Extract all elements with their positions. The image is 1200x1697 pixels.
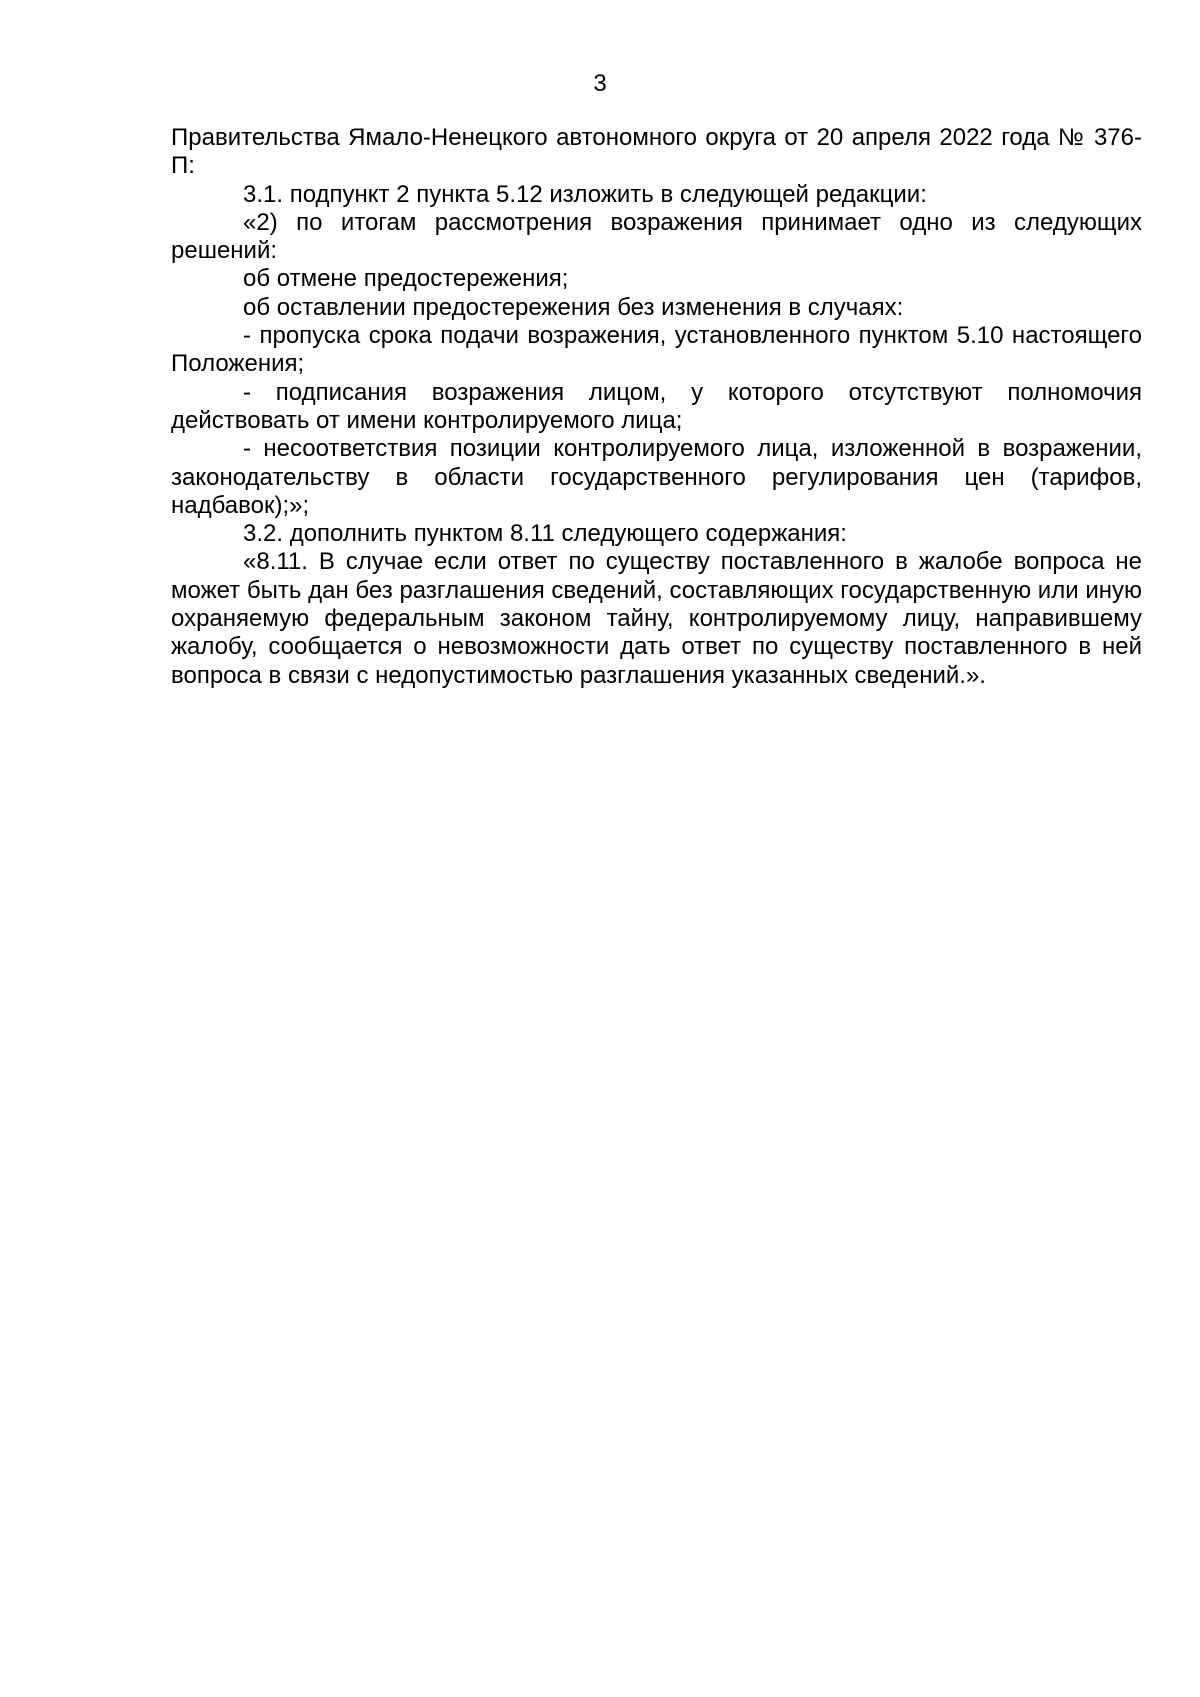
paragraph-missed-deadline: - пропуска срока подачи возражения, установленного пунктом 5.10 настоящего Положения;: [171, 322, 1142, 378]
paragraph-intro: Правительства Ямало-Ненецкого автономного округа от 20 апреля 2022 года № 376-П:: [171, 124, 1142, 180]
page-number: 3: [593, 70, 607, 97]
paragraph-position-mismatch: - несоответствия позиции контролируемого лица, изложенной в возражении, законодательству в области государственного регулирования цен (тарифов, надбавок);»;: [171, 435, 1142, 519]
paragraph-cancel-warning: об отмене предостережения;: [243, 265, 569, 293]
paragraph-3-1: 3.1. подпункт 2 пункта 5.12 изложить в следующей редакции:: [243, 180, 927, 208]
paragraph-subpoint-2: «2) по итогам рассмотрения возражения принимает одно из следующих решений:: [171, 208, 1142, 265]
paragraph-unauthorized-signer: - подписания возражения лицом, у которого отсутствуют полномочия действовать от имени контролируемого лица;: [171, 378, 1142, 434]
document-body: [171, 124, 1142, 690]
paragraph-keep-warning: об оставлении предостережения без изменения в случаях:: [243, 293, 904, 321]
paragraph-8-11: «8.11. В случае если ответ по существу поставленного в жалобе вопроса не может быть дан без разглашения сведений, составляющих государственную или иную охраняемую федеральным законом тайну, контролируемому лицу, направившему жалобу, сообщается о невозможности дать ответ по существу поставленного в ней вопроса в связи с недопустимостью разглашения указанных сведений.».: [171, 548, 1142, 689]
paragraph-3-2: 3.2. дополнить пунктом 8.11 следующего содержания:: [243, 520, 847, 548]
